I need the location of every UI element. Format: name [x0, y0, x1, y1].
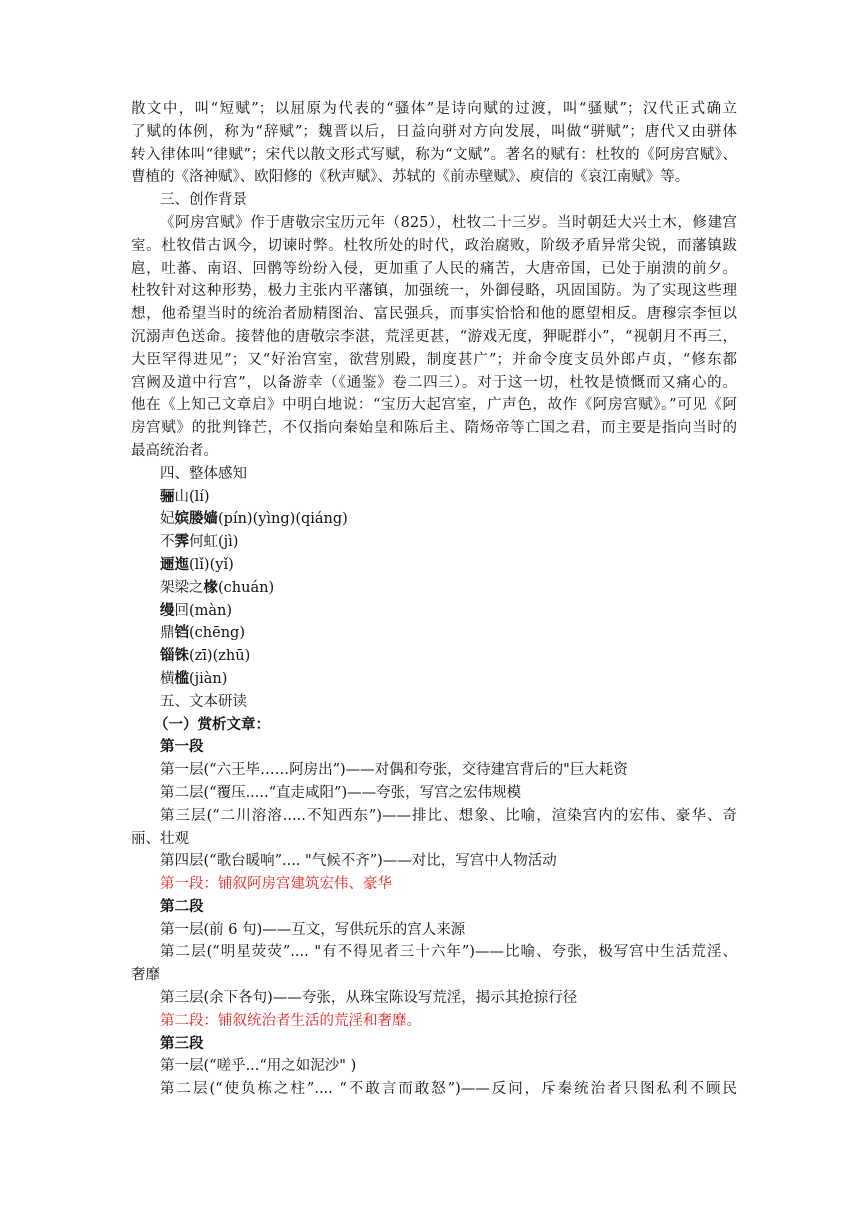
layer-line: 第一层(“六王毕……阿房出”)——对偶和夸张，交待建宫背后的"巨大耗资 — [160, 762, 628, 779]
intro-line-2: 了赋的体例，称为“辞赋”；魏晋以后，日益向骈对方向发展，叫做“骈赋”；唐代又由骈体 — [131, 123, 737, 140]
paragraph-2-title: 第二段 — [160, 897, 204, 915]
paragraph-1-summary: 第一段：铺叙阿房宫建筑宏伟、豪华 — [160, 876, 392, 893]
paragraph-3-title: 第三段 — [160, 1034, 204, 1052]
vocab-item: 妃嫔媵嫱(pín)(yìng)(qiáng) — [160, 510, 348, 528]
vocab-item: 锱铢(zī)(zhū) — [160, 647, 251, 665]
layer-line: 第四层(“歌台暖响”.... "气候不齐”)——对比，写宫中人物活动 — [160, 853, 557, 870]
document-page — [131, 98, 737, 1101]
layer-line: 第二层(“使负栋之柱”.... “不敢言而敢怒”)——反问，斥秦统治者只图私利不顾民 — [160, 1081, 737, 1098]
layer-line: 第二层(“明星荧荧”.... "有不得见者三十六年”)——比喻、夸张，极写宫中生活荒淫、 — [160, 944, 737, 961]
background-line-10: 房宫赋》的批判锋芒，不仅指向秦始皇和陈后主、隋炀帝等亡国之君，而主要是指向当时的 — [131, 420, 737, 437]
layer-line: 第三层(“二川溶溶.....不知西东”)——排比、想象、比喻，渲染宫内的宏伟、豪华、奇 — [160, 807, 737, 824]
background-line-1: 《阿房宫赋》作于唐敬宗宝历元年（825），杜牧二十三岁。当时朝廷大兴土木，修建宫 — [160, 214, 737, 231]
section-4-heading: 四、整体感知 — [160, 465, 247, 482]
intro-line-1: 散文中，叫“短赋”；以屈原为代表的“骚体”是诗向赋的过渡，叫“骚赋”；汉代正式确立 — [131, 101, 737, 117]
background-line-5: 想，他希望当时的统治者励精图治、富民强兵，而事实恰恰和他的愿望相反。唐穆宗李恒以 — [131, 306, 737, 323]
layer-line-continued: 奢靡 — [131, 967, 160, 984]
layer-line: 第一层(前 6 句)——互文，写供玩乐的宫人来源 — [160, 921, 466, 938]
background-line-9: 他在《上知己文章启》中明白地说：“宝历大起宫室，广声色，故作《阿房宫赋》。”可见《阿 — [131, 397, 737, 414]
intro-line-4: 曹植的《洛神赋》、欧阳修的《秋声赋》、苏轼的《前赤壁赋》、庾信的《哀江南赋》等。 — [131, 169, 690, 186]
background-line-3: 扈，吐蕃、南诏、回鹘等纷纷入侵，更加重了人民的痛苦，大唐帝国，已处于崩溃的前夕。 — [131, 260, 737, 277]
background-line-6: 沉溺声色送命。接替他的唐敬宗李湛，荒淫更甚，“游戏无度，狎昵群小”，“视朝月不再三， — [131, 328, 737, 345]
background-line-11: 最高统治者。 — [131, 442, 218, 459]
background-line-4: 杜牧针对这种形势，极力主张内平藩镇，加强统一，外御侵略，巩固国防。为了实现这些理 — [131, 283, 737, 300]
layer-line: 第二层(“覆压.....“直走咸阳”)——夸张，写宫之宏伟规模 — [160, 784, 522, 801]
vocab-item: 鼎铛(chēng) — [160, 624, 245, 642]
background-line-8: 宫阙及道中行宫”，以备游幸（《通鉴》卷二四三）。对于这一切，杜牧是愤慨而又痛心的。 — [131, 374, 737, 391]
section-3-heading: 三、创作背景 — [160, 192, 247, 209]
background-line-7: 大臣罕得进见”；又“好治宫室，欲营别殿，制度甚广”；并命令度支员外郎卢贞，“修东都 — [131, 351, 737, 368]
intro-line-3: 转入律体叫“律赋”；宋代以散文形式写赋，称为“文赋”。著名的赋有：杜牧的《阿房宫赋》、 — [131, 146, 737, 163]
vocab-item: 逦迤(lǐ)(yǐ) — [160, 555, 234, 573]
layer-line-continued: 丽、壮观 — [131, 830, 189, 847]
paragraph-2-summary: 第二段：铺叙统治者生活的荒淫和奢靡。 — [160, 1012, 421, 1029]
vocab-item: 横槛(jiàn) — [160, 669, 228, 687]
layer-line: 第一层(“嗟乎...“用之如泥沙" ) — [160, 1058, 357, 1075]
background-line-2: 室。杜牧借古讽今，切谏时弊。杜牧所处的时代，政治腐败，阶级矛盾异常尖锐，而藩镇跋 — [131, 237, 737, 254]
analysis-subheading: （一）赏析文章： — [154, 715, 270, 733]
layer-line: 第三层(余下各句)——夸张，从珠宝陈设写荒淫，揭示其抢掠行径 — [160, 990, 578, 1007]
section-5-heading: 五、文本研读 — [160, 693, 247, 710]
paragraph-1-title: 第一段 — [160, 738, 204, 756]
vocab-item: 架梁之椽(chuán) — [160, 578, 275, 596]
vocab-item: 不霁何虹(jì) — [160, 533, 239, 551]
vocab-item: 缦回(màn) — [160, 601, 233, 619]
vocab-item: 骊山(lí) — [160, 487, 210, 505]
